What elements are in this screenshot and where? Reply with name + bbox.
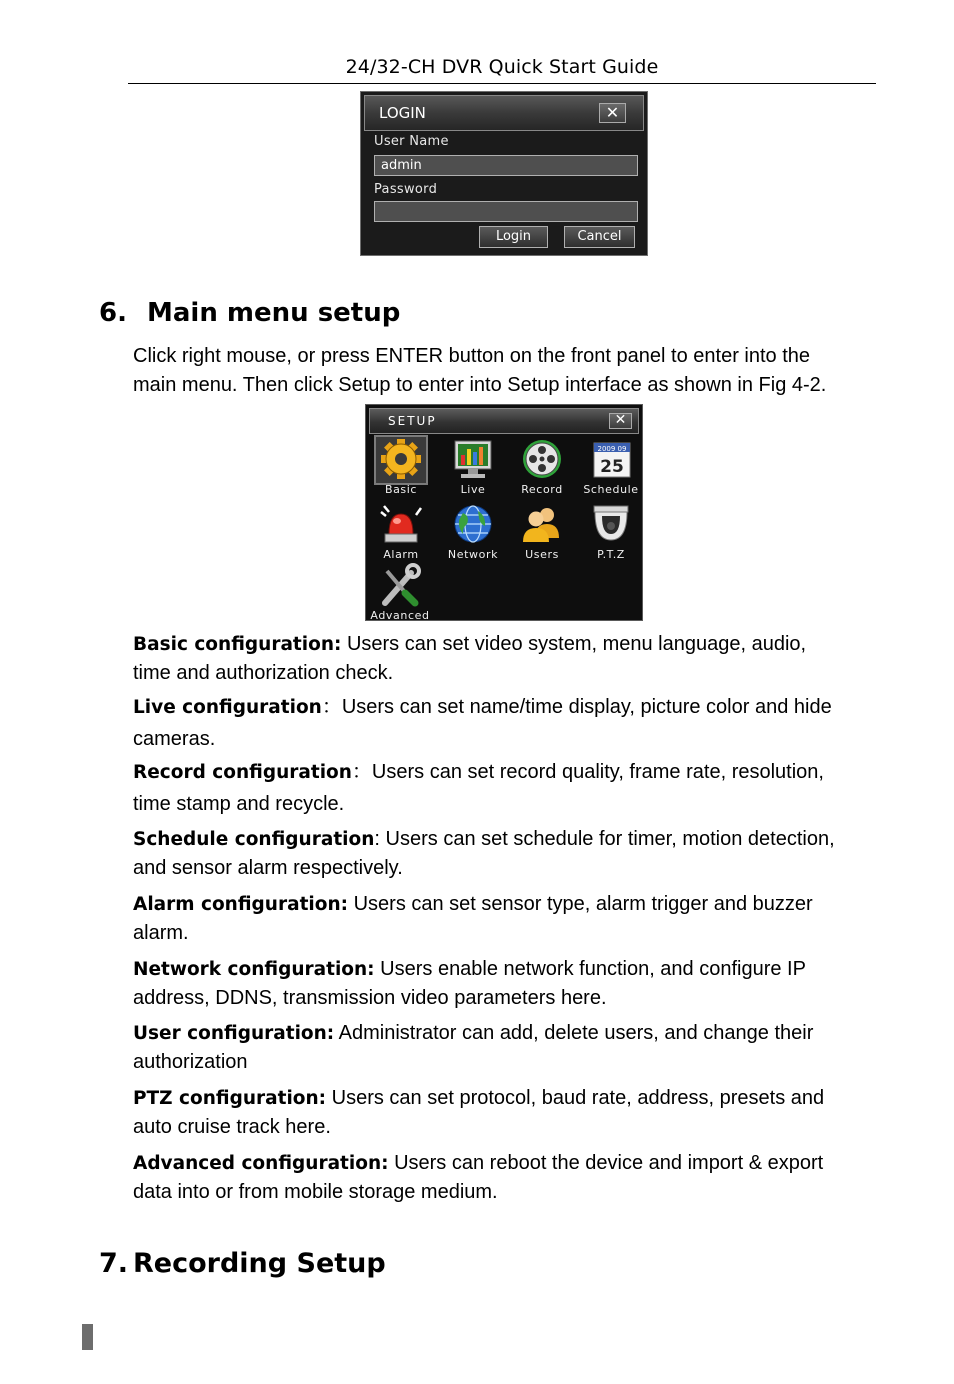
description-line: and sensor alarm respectively. [133,857,403,879]
section6-title: Main menu setup [147,298,401,328]
globe-icon [448,502,498,548]
page-header-title: 24/32-CH DVR Quick Start Guide [345,56,659,78]
header-rule [128,83,876,84]
menu-item-label: Schedule [583,483,639,496]
login-dialog [360,91,648,256]
menu-item-alarm[interactable] [366,502,436,564]
description-line: Users can set sensor type, alarm trigger and buzzer [353,893,813,915]
monitor-icon [448,437,498,483]
description-network [133,955,893,1013]
description-advanced [133,1149,893,1207]
menu-item-label: Live [460,483,486,496]
login-title: LOGIN [379,104,426,122]
menu-item-network[interactable] [438,502,508,564]
password-field[interactable] [374,201,638,222]
login-titlebar [364,95,644,131]
film-reel-icon [517,437,567,483]
gear-icon [376,437,426,483]
close-icon[interactable]: ✕ [599,103,626,123]
description-user [133,1019,893,1077]
description-line: Users can set record quality, frame rate, resolution, [371,761,824,783]
dome-camera-icon [586,502,636,548]
description-ptz [133,1084,893,1142]
menu-item-schedule[interactable] [576,437,643,499]
paragraph-line: main menu. Then click Setup to enter into Setup interface as shown in Fig 4-2. [133,374,827,396]
section7-title: Recording Setup [133,1248,386,1279]
menu-item-users[interactable] [507,502,577,564]
description-line: Users can set protocol, baud rate, address, presets and [331,1087,825,1109]
menu-item-live[interactable] [438,437,508,499]
tools-icon [375,563,425,609]
description-basic [133,630,893,688]
description-line: Administrator can add, delete users, and change their [338,1022,814,1044]
description-line: address, DDNS, transmission video parameters here. [133,987,607,1009]
cancel-button[interactable]: Cancel [564,226,635,248]
description-line: data into or from mobile storage medium. [133,1181,498,1203]
description-line: alarm. [133,922,189,944]
password-label: Password [374,182,438,197]
menu-item-label: Record [521,483,563,496]
description-line: time stamp and recycle. [133,793,345,815]
description-term: Live configuration [133,697,322,718]
footer-marker [82,1324,93,1350]
siren-icon [376,502,426,548]
description-separator: : [374,828,380,850]
calendar-date: 2009 09 [597,445,627,453]
menu-item-label: Advanced [370,609,430,621]
menu-item-label: Users [525,548,559,561]
login-button[interactable]: Login [479,226,548,248]
description-term: Schedule configuration [133,829,375,850]
menu-item-label: Alarm [383,548,419,561]
description-term: Record configuration [133,762,352,783]
setup-titlebar [369,408,639,434]
setup-title: SETUP [388,414,437,428]
setup-dialog [365,404,643,621]
description-line: cameras. [133,728,216,750]
description-term: Alarm configuration: [133,894,349,915]
description-schedule [133,825,893,883]
description-separator: ： [321,696,342,718]
menu-item-basic[interactable] [366,437,436,499]
menu-item-label: Network [447,548,499,561]
description-line: Users enable network function, and configure IP [380,958,806,980]
menu-item-label: P.T.Z [597,548,625,561]
description-line: Users can set name/time display, picture color and hide [341,696,832,718]
description-separator: ： [351,761,372,783]
description-alarm [133,890,893,948]
description-line: time and authorization check. [133,662,394,684]
section7-number: 7. [99,1248,129,1279]
username-label: User Name [374,134,449,149]
description-term: Basic configuration: [133,634,342,655]
description-record [133,758,893,819]
description-line: authorization [133,1051,248,1073]
calendar-icon [586,437,636,483]
calendar-day: 25 [600,457,624,477]
menu-item-advanced[interactable] [365,563,435,621]
description-term: Network configuration: [133,959,375,980]
section6-number: 6. [99,298,127,328]
description-line: auto cruise track here. [133,1116,331,1138]
description-term: PTZ configuration: [133,1088,327,1109]
username-field[interactable]: admin [374,155,638,176]
paragraph-line: Click right mouse, or press ENTER button on the front panel to enter into the [133,345,811,367]
description-line: Users can reboot the device and import & export [394,1152,824,1174]
menu-item-record[interactable] [507,437,577,499]
description-line: Users can set schedule for timer, motion detection, [385,828,835,850]
section6-paragraph [133,342,893,400]
close-icon[interactable]: ✕ [609,413,632,429]
menu-item-ptz[interactable] [576,502,643,564]
description-live [133,693,893,754]
menu-item-label: Basic [384,483,418,496]
users-icon [517,502,567,548]
description-term: User configuration: [133,1023,335,1044]
description-term: Advanced configuration: [133,1153,389,1174]
description-line: Users can set video system, menu language, audio, [346,633,807,655]
